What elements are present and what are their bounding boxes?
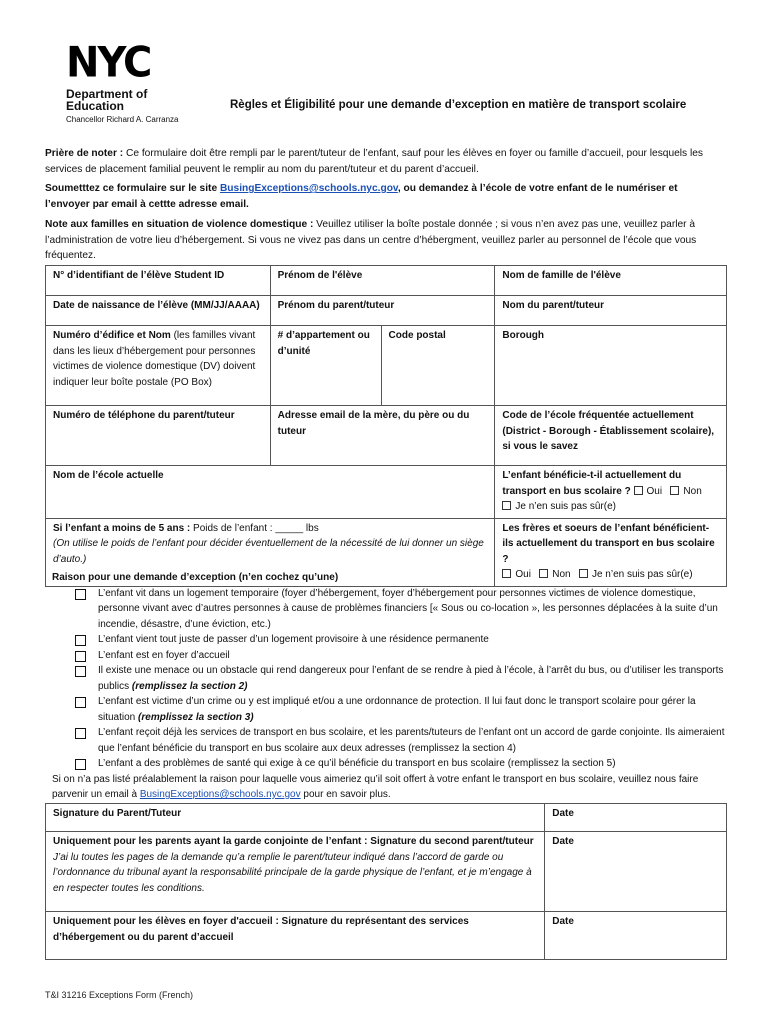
- student-first-name-field[interactable]: [270, 266, 495, 296]
- department-line-1: Department of: [66, 87, 148, 101]
- reason-text: [98, 725, 727, 756]
- building-field[interactable]: [46, 326, 271, 406]
- reason-item[interactable]: [45, 725, 727, 756]
- intro-note: [45, 146, 725, 177]
- school-code-label: Code de l’école fréquentée actuellement (District - Borough - Établissement scolaire), si vous le savez: [502, 410, 715, 452]
- reason-item[interactable]: [45, 648, 727, 664]
- student-last-label: Nom de famille de l'élève: [502, 270, 621, 281]
- joint-custody-signature-field[interactable]: [46, 832, 545, 912]
- dv-note: [45, 217, 725, 264]
- phone-field[interactable]: [46, 406, 271, 466]
- reason-list: [45, 586, 727, 772]
- under-5-note: (On utilise le poids de l’enfant pour décider éventuellement de la nécessité de lui donner un siège d’auto.): [53, 538, 484, 565]
- current-school-label: Nom de l’école actuelle: [53, 470, 164, 481]
- school-code-field[interactable]: [495, 406, 727, 466]
- bus-yes-label: Oui: [646, 485, 663, 497]
- reason-item[interactable]: [45, 632, 727, 648]
- reason-label: Il existe une menace ou un obstacle qui rend dangereux pour l’enfant de se rendre à pied à l’école, à l’arrêt du bus, ou d’utiliser les transports publics: [98, 665, 724, 692]
- reason-text: [98, 663, 727, 694]
- phone-label: Numéro de téléphone du parent/tuteur: [53, 410, 235, 421]
- student-info-table: [45, 265, 727, 587]
- siblings-unsure-label: Je n’en suis pas sûr(e): [591, 569, 693, 580]
- under-5-label: Si l’enfant a moins de 5 ans :: [53, 522, 191, 534]
- bus-yes-option[interactable]: [634, 486, 663, 497]
- form-footer: T&I 31216 Exceptions Form (French): [45, 990, 194, 1000]
- department-name: [66, 88, 191, 112]
- reason-item[interactable]: [45, 586, 727, 633]
- student-last-name-field[interactable]: [495, 266, 727, 296]
- foster-signature-label: Uniquement pour les élèves en foyer d'accueil : Signature du représentant des services d’hébergement ou du parent d’accueil: [53, 916, 469, 943]
- reason-section-ref: (remplissez la section 2): [131, 680, 248, 692]
- siblings-question: Les frères et soeurs de l’enfant bénéficient-ils actuellement du transport en bus scolaire ?: [502, 522, 715, 565]
- reason-section-ref: (remplissez la section 3): [138, 711, 254, 723]
- closing-email-link[interactable]: BusingExceptions@schools.nyc.gov: [139, 789, 301, 800]
- foster-date-label: Date: [552, 916, 574, 927]
- parent-signature-label: Signature du Parent/Tuteur: [53, 808, 182, 819]
- apartment-field[interactable]: [270, 326, 381, 406]
- reason-item[interactable]: [45, 694, 727, 725]
- dob-label: Date de naissance de l’élève (MM/JJ/AAAA): [53, 300, 260, 311]
- reason-label: L’enfant vient tout juste de passer d’un logement provisoire à une résidence permanente: [98, 634, 489, 645]
- bus-question-cell: [495, 466, 727, 519]
- bus-no-label: Non: [683, 485, 702, 497]
- reason-checkbox[interactable]: [75, 728, 86, 739]
- current-school-field[interactable]: [46, 466, 495, 519]
- nyc-doe-logo: [66, 38, 191, 124]
- dv-label: Note aux familles en situation de violence domestique :: [45, 219, 314, 230]
- submit-post: , ou demandez à l’école de votre enfant de le numériser et l’envoyer par email à cettte adresse email.: [45, 183, 678, 210]
- siblings-no-label: Non: [552, 569, 571, 580]
- email-field[interactable]: [270, 406, 495, 466]
- parent-last-label: Nom du parent/tuteur: [502, 300, 605, 311]
- reason-checkbox[interactable]: [75, 635, 86, 646]
- nyc-logo-text: NYC: [66, 38, 151, 88]
- reason-item[interactable]: [45, 663, 727, 694]
- closing-pre: Si on n’a pas listé préalablement la raison pour laquelle vous aimeriez qu’il soit offert à votre enfant le transport en bus scolaire, veuillez nous faire parvenir un email à: [52, 773, 699, 800]
- joint-custody-label: Uniquement pour les parents ayant la garde conjointe de l’enfant : Signature du second parent/tuteur: [53, 836, 534, 847]
- dv-text: Veuillez utiliser la boîte postale donnée ; si vous n’en avez pas une, veuillez parler à l’administration de votre lieu d’hébergement. Si vous ne vivez pas dans un centre d’hébergment, veuillez parler au personnel de l’école que vous fréquentez.: [45, 219, 697, 261]
- parent-date-label: Date: [552, 808, 574, 819]
- parent-first-name-field[interactable]: [270, 296, 495, 326]
- foster-signature-field[interactable]: [46, 912, 545, 960]
- busing-email-link[interactable]: BusingExceptions@schools.nyc.gov: [219, 183, 398, 194]
- reason-checkbox[interactable]: [75, 651, 86, 662]
- parent-last-name-field[interactable]: [495, 296, 727, 326]
- reason-checkbox[interactable]: [75, 697, 86, 708]
- reason-item[interactable]: [45, 756, 727, 772]
- note-label: Prière de noter :: [45, 148, 124, 159]
- joint-custody-note: J’ai lu toutes les pages de la demande qu’a remplie le parent/tuteur indiqué dans l’accord de garde ou l’ordonnance du tribunal ayant la responsabilité principale de la garde physique de l’enfant, et je m’engage à en respecter toutes les conditions.: [53, 851, 532, 894]
- dob-field[interactable]: [46, 296, 271, 326]
- student-id-label: N° d’identifiant de l’élève Student ID: [53, 270, 225, 281]
- bus-yes-checkbox[interactable]: [634, 486, 643, 495]
- borough-field[interactable]: [495, 326, 727, 406]
- reason-label: L’enfant a des problèmes de santé qui exige à ce qu’il bénéficie du transport en bus scolaire (remplissez la section 5): [98, 758, 616, 769]
- reason-label: L’enfant vit dans un logement temporaire (foyer d’hébergement, foyer d’hébergement pour personnes victimes de violence domestique, personne vivant avec d’autres personnes à cause de problèmes financiers [« Sous ou co-location », les personnes déplacées à la suite d’un incendie, désastre, d’une éviction, etc.): [98, 587, 718, 630]
- exception-reasons: [45, 570, 727, 803]
- weight-input-text: Poids de l’enfant : _____ lbs: [190, 522, 319, 534]
- reasons-closing: [45, 772, 727, 803]
- reason-text: [98, 756, 727, 772]
- building-label: Numéro d’édifice et Nom: [53, 330, 171, 341]
- reason-label: L’enfant est victime d’un crime ou y est impliqué et/ou a une ordonnance de protection. Il lui faut donc le transport scolaire pour gérer la situation: [98, 696, 696, 723]
- bus-no-checkbox[interactable]: [670, 486, 679, 495]
- bus-unsure-option[interactable]: [502, 501, 616, 512]
- zip-code-field[interactable]: [381, 326, 495, 406]
- chancellor-name: Chancellor Richard A. Carranza: [66, 115, 179, 124]
- student-id-field[interactable]: [46, 266, 271, 296]
- bus-question: L’enfant bénéficie-t-il actuellement du transport en bus scolaire ?: [502, 470, 682, 497]
- joint-date-label: Date: [552, 836, 574, 847]
- reason-text: [98, 632, 727, 648]
- parent-signature-field[interactable]: [46, 804, 545, 832]
- bus-unsure-checkbox[interactable]: [502, 501, 511, 510]
- form-title: Règles et Éligibilité pour une demande d’exception en matière de transport scolaire: [230, 99, 687, 111]
- parent-first-label: Prénom du parent/tuteur: [277, 300, 395, 311]
- building-note: (les familles vivant dans les lieux d’hébergement pour personnes victimes de violence domestique (DV) doivent indiquer leur boîte postale (PO Box): [53, 330, 256, 388]
- reason-text: [98, 694, 727, 725]
- reasons-heading: Raison pour une demande d’exception (n’en cochez qu’une): [52, 572, 339, 583]
- reason-text: [98, 586, 727, 633]
- reason-text: [98, 648, 727, 664]
- bus-no-option[interactable]: [670, 486, 701, 497]
- reason-checkbox[interactable]: [75, 759, 86, 770]
- bus-unsure-label: Je n’en suis pas sûr(e): [515, 501, 616, 512]
- closing-post: pour en savoir plus.: [300, 789, 391, 800]
- submit-pre: Soumetttez ce formulaire sur le site: [45, 183, 220, 194]
- joint-date-field[interactable]: [545, 832, 727, 912]
- note-text: Ce formulaire doit être rempli par le parent/tuteur de l’enfant, sauf pour les élèves en foyer ou famille d’accueil, pour lesquels les services de placement familial peuvent le remplir au nom du parent/tuteur et du parent d’accueil.: [45, 148, 704, 175]
- signature-table: [45, 803, 727, 960]
- department-line-2: Education: [66, 99, 125, 113]
- reason-label: L’enfant est en foyer d’accueil: [98, 649, 230, 661]
- reason-label: L’enfant reçoit déjà les services de transport en bus scolaire, et les parents/tuteurs de l’enfant ont un accord de garde conjointe. Ils aimeraient que l’enfant bénéficie du transport en bus scolaire aux deux adresses (remplissez la section 4): [98, 727, 725, 754]
- borough-label: Borough: [502, 330, 545, 341]
- email-label: Adresse email de la mère, du père ou du tuteur: [277, 410, 470, 437]
- reason-checkbox[interactable]: [75, 589, 86, 600]
- zip-label: Code postal: [388, 330, 446, 341]
- parent-date-field[interactable]: [545, 804, 727, 832]
- siblings-yes-label: Oui: [515, 569, 531, 580]
- submit-instructions: [45, 181, 725, 212]
- foster-date-field[interactable]: [545, 912, 727, 960]
- student-first-label: Prénom de l'élève: [277, 270, 363, 281]
- reason-checkbox[interactable]: [75, 666, 86, 677]
- apartment-label: # d’appartement ou d’unité: [277, 330, 370, 357]
